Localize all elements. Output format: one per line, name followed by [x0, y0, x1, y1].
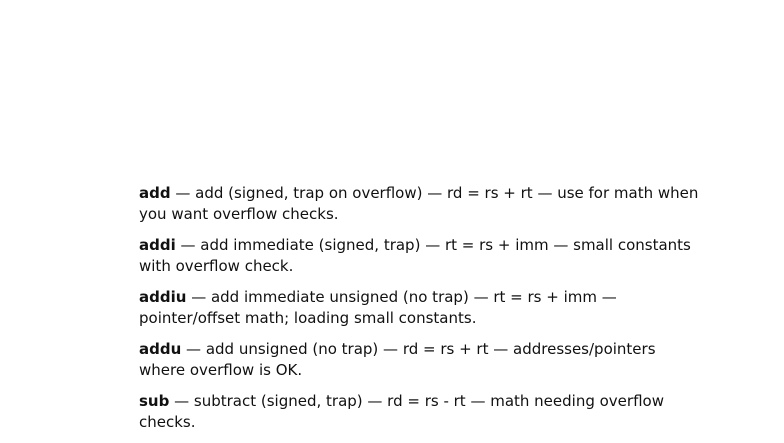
instruction-description: — add (signed, trap on overflow) — rd = rs + rt — use for math when you want overflow checks.	[139, 184, 699, 223]
instruction-description: — add unsigned (no trap) — rd = rs + rt — addresses/pointers where overflow is OK.	[139, 340, 656, 379]
instruction-entry-addiu	[139, 287, 699, 329]
instruction-entry-add	[139, 183, 699, 225]
instruction-description: — add immediate (signed, trap) — rt = rs + imm — small constants with overflow check.	[139, 236, 691, 275]
instruction-list	[139, 183, 699, 443]
instruction-description: — subtract (signed, trap) — rd = rs - rt — math needing overflow checks.	[139, 392, 664, 431]
instruction-mnemonic: sub	[139, 392, 170, 410]
instruction-mnemonic: addu	[139, 340, 182, 358]
instruction-description: — add immediate unsigned (no trap) — rt = rs + imm — pointer/offset math; loading small constants.	[139, 288, 617, 327]
instruction-entry-sub	[139, 391, 699, 433]
instruction-mnemonic: addi	[139, 236, 176, 254]
instruction-entry-addi	[139, 235, 699, 277]
instruction-mnemonic: add	[139, 184, 171, 202]
instruction-mnemonic: addiu	[139, 288, 187, 306]
instruction-entry-addu	[139, 339, 699, 381]
